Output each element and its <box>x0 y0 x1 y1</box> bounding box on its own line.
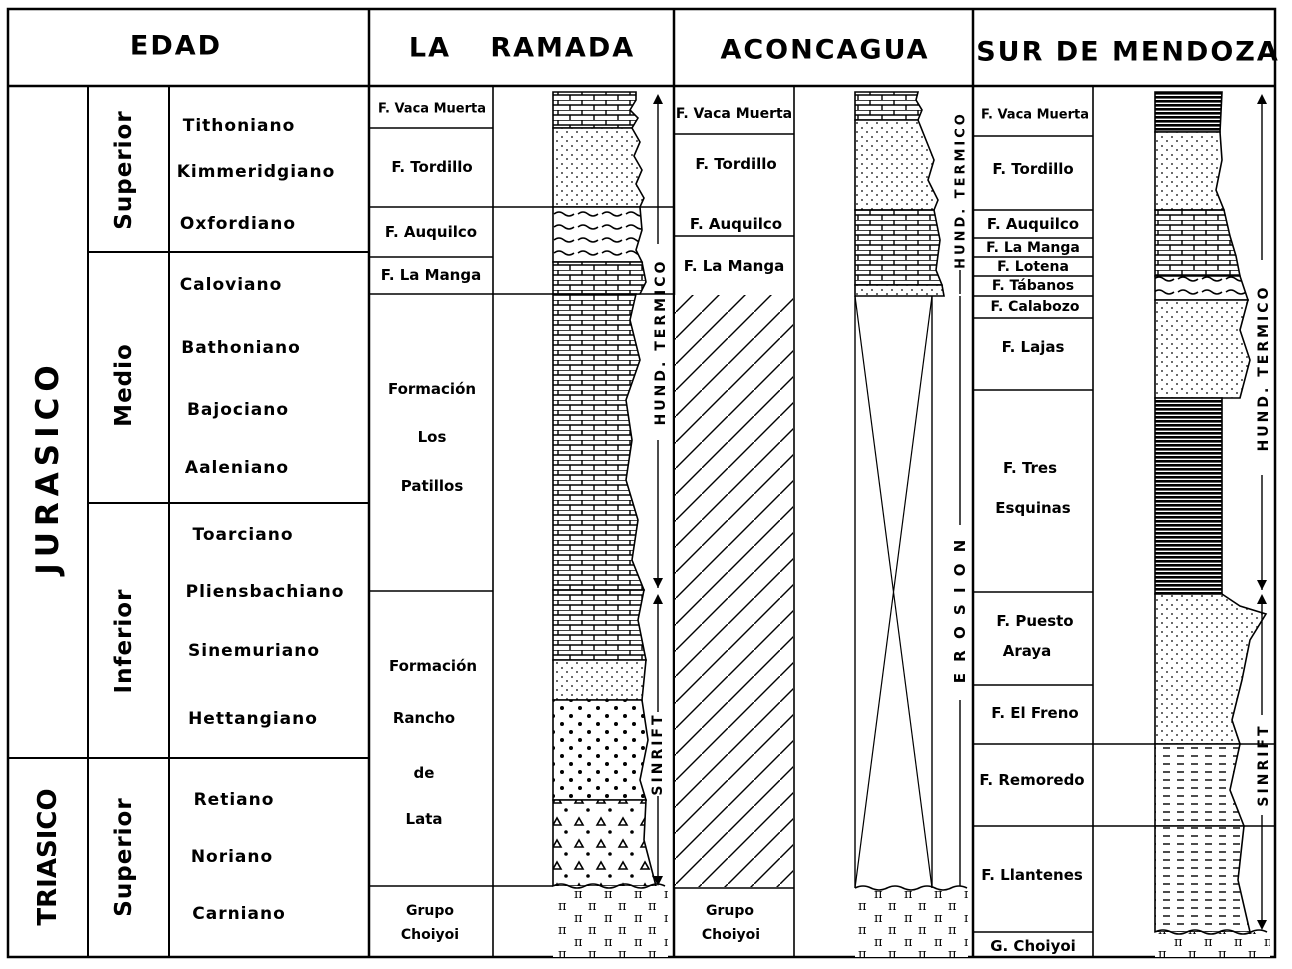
la-ramada-hund-termico: HUND. TERMICO <box>653 258 669 426</box>
epoch-triasico-superior: Superior <box>111 797 137 917</box>
mendoza-puesto-araya-line2: Araya <box>1002 642 1052 660</box>
sur-de-mendoza-lithology <box>1155 92 1270 957</box>
la-ramada-patillos-line1: Formación <box>387 380 477 398</box>
stage-oxfordiano: Oxfordiano <box>179 214 297 234</box>
la-ramada-rancho-line1: Formación <box>388 657 478 675</box>
la-ramada-patillos-line3: Patillos <box>400 477 464 495</box>
stage-noriano: Noriano <box>190 847 274 867</box>
stage-bathoniano: Bathoniano <box>181 338 301 358</box>
mendoza-hund-termico: HUND. TERMICO <box>1256 284 1272 452</box>
stage-bajociano: Bajociano <box>186 400 290 420</box>
stage-carniano: Carniano <box>192 904 286 924</box>
epoch-inferior: Inferior <box>111 588 137 694</box>
header-edad: EDAD <box>129 30 223 62</box>
aconcagua-choiyoi-line1: Grupo <box>705 903 755 919</box>
la-ramada-lithology <box>553 92 668 957</box>
mendoza-puesto-araya-line1: F. Puesto <box>996 612 1074 630</box>
la-ramada-auquilco: F. Auquilco <box>384 223 478 241</box>
la-ramada-sinrift: SINRIFT <box>650 712 666 796</box>
header-la-ramada: LA RAMADA <box>408 32 636 64</box>
la-ramada-rancho-line3: de <box>413 764 435 782</box>
epoch-jurasico-superior: Superior <box>111 110 137 230</box>
mendoza-la-manga: F. La Manga <box>986 240 1080 256</box>
mendoza-tres-esquinas-line2: Esquinas <box>995 499 1071 517</box>
stage-pliensbachiano: Pliensbachiano <box>185 582 345 602</box>
stage-hettangiano: Hettangiano <box>188 709 318 729</box>
period-jurasico: JURASICO <box>30 359 66 575</box>
mendoza-lotena: F. Lotena <box>997 259 1069 275</box>
header-aconcagua: ACONCAGUA <box>720 34 930 66</box>
aconcagua-erosion: E R O S I O N <box>951 536 969 684</box>
la-ramada-patillos-line2: Los <box>417 428 447 446</box>
mendoza-remoredo: F. Remoredo <box>979 771 1085 789</box>
stage-kimmeridgiano: Kimmeridgiano <box>176 162 336 182</box>
la-ramada-vaca-muerta: F. Vaca Muerta <box>378 101 486 117</box>
epoch-medio: Medio <box>111 343 137 427</box>
header-sur-de-mendoza: SUR DE MENDOZA <box>976 36 1280 68</box>
mendoza-choiyoi: G. Choiyoi <box>990 937 1076 955</box>
mendoza-tres-esquinas-line1: F. Tres <box>1002 459 1058 477</box>
mendoza-llantenes: F. Llantenes <box>981 866 1083 884</box>
mendoza-lajas: F. Lajas <box>1001 338 1065 356</box>
stage-tithoniano: Tithoniano <box>182 116 296 136</box>
mendoza-calabozo: F. Calabozo <box>990 299 1080 315</box>
period-triasico: TRIASICO <box>33 788 63 926</box>
stage-sinemuriano: Sinemuriano <box>188 641 320 661</box>
la-ramada-rancho-line4: Lata <box>405 810 443 828</box>
stage-retiano: Retiano <box>193 790 275 810</box>
la-ramada-la-manga: F. La Manga <box>380 266 482 284</box>
mendoza-el-freno: F. El Freno <box>991 704 1079 722</box>
aconcagua-auquilco: F. Auquilco <box>689 215 783 233</box>
stage-toarciano: Toarciano <box>192 525 294 545</box>
mendoza-sinrift: SINRIFT <box>1256 723 1272 807</box>
aconcagua-tordillo: F. Tordillo <box>695 155 777 173</box>
la-ramada-rancho-line2: Rancho <box>392 709 456 727</box>
mendoza-tabanos: F. Tábanos <box>991 278 1075 294</box>
stage-aaleniano: Aaleniano <box>184 458 290 478</box>
la-ramada-choiyoi-line2: Choiyoi <box>400 927 460 943</box>
aconcagua-vaca-muerta: F. Vaca Muerta <box>675 106 793 122</box>
mendoza-tordillo: F. Tordillo <box>992 160 1074 178</box>
la-ramada-tordillo: F. Tordillo <box>391 158 473 176</box>
aconcagua-choiyoi-line2: Choiyoi <box>701 927 761 943</box>
mendoza-vaca-muerta: F. Vaca Muerta <box>981 107 1089 123</box>
la-ramada-choiyoi-line1: Grupo <box>405 903 455 919</box>
aconcagua-la-manga: F. La Manga <box>683 257 785 275</box>
stage-caloviano: Caloviano <box>179 275 283 295</box>
aconcagua-hund-termico: HUND. TERMICO <box>953 111 969 269</box>
mendoza-auquilco: F. Auquilco <box>986 215 1080 233</box>
aconcagua-lithology <box>855 92 968 957</box>
